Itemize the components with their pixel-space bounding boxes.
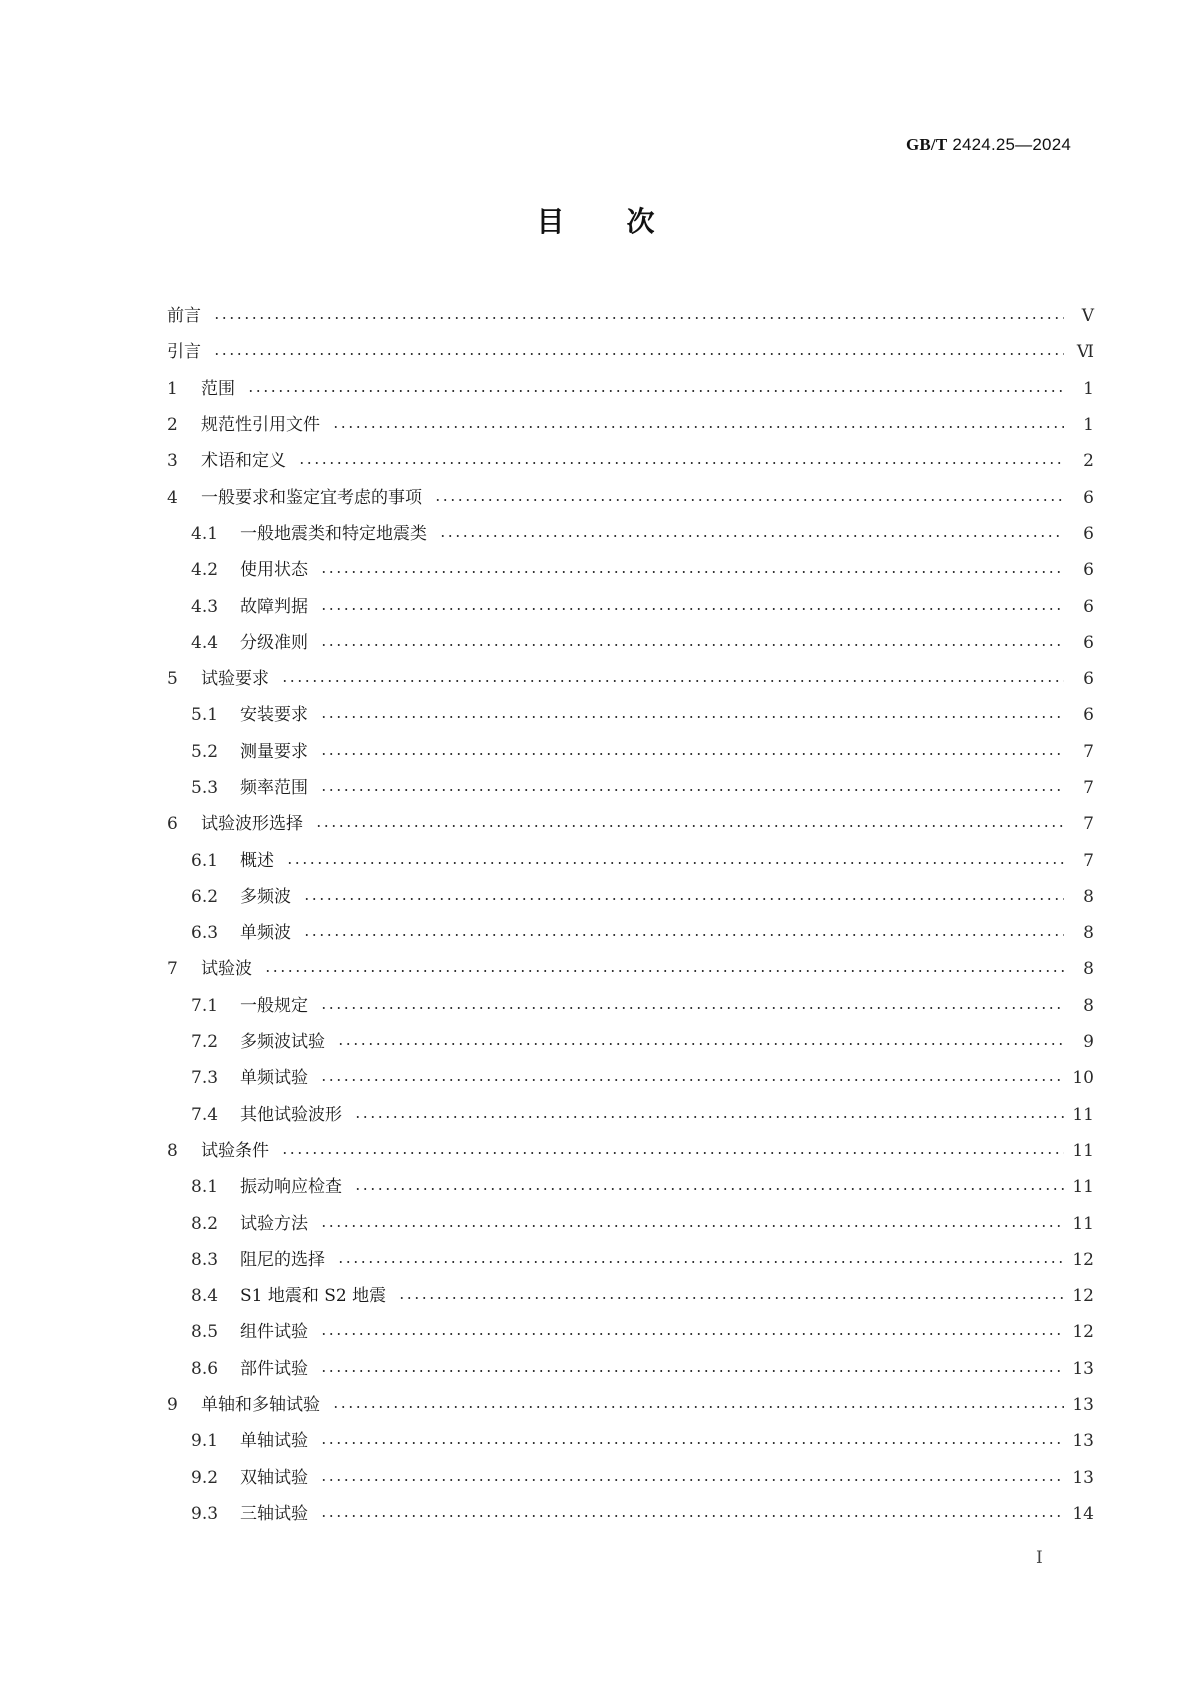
toc-entry-number: 7	[167, 959, 178, 980]
toc-entry-title[interactable]: 试验要求	[201, 669, 269, 690]
toc-entry-page[interactable]: 11	[1072, 1140, 1094, 1161]
toc-entry-page[interactable]: Ⅵ	[1076, 342, 1094, 363]
toc-entry-title[interactable]: 使用状态	[240, 560, 308, 581]
toc-entry-title[interactable]: 单频试验	[240, 1068, 308, 1089]
toc-entry-page[interactable]: 12	[1072, 1249, 1094, 1270]
toc-entry-number: 4	[167, 487, 178, 508]
toc-entry-title[interactable]: 一般地震类和特定地震类	[240, 523, 427, 544]
dot-leader	[398, 1286, 1064, 1306]
dot-leader	[315, 814, 1064, 834]
toc-entry-page[interactable]: 11	[1072, 1177, 1094, 1198]
toc-entry-title[interactable]: 故障判据	[240, 596, 308, 617]
toc-entry-number: 9.1	[191, 1431, 219, 1452]
toc-entry-title[interactable]: 规范性引用文件	[201, 415, 320, 436]
toc-entry-title[interactable]: 测量要求	[240, 741, 308, 762]
dot-leader	[264, 959, 1064, 979]
toc-entry[interactable]	[167, 770, 1094, 806]
toc-entry[interactable]	[167, 951, 1094, 987]
toc-entry-page[interactable]: 8	[1083, 923, 1094, 944]
toc-entry-title[interactable]: 部件试验	[240, 1358, 308, 1379]
toc-entry-number: 8.4	[191, 1286, 219, 1307]
toc-entry[interactable]	[167, 1314, 1094, 1350]
title-char-1: 目	[536, 205, 565, 238]
standard-prefix: GB/T	[905, 135, 948, 154]
dot-leader	[320, 778, 1064, 798]
toc-entry-title[interactable]: 一般规定	[240, 995, 308, 1016]
toc-entry-number: 8.2	[191, 1213, 219, 1234]
toc-entry[interactable]	[167, 1423, 1094, 1459]
toc-entry-page[interactable]: 13	[1072, 1467, 1094, 1488]
toc-entry-page[interactable]: 7	[1083, 741, 1094, 762]
toc-entry[interactable]	[167, 1133, 1094, 1169]
toc-entry-number: 6.1	[191, 850, 219, 871]
dot-leader	[434, 488, 1064, 508]
dot-leader	[332, 1395, 1064, 1415]
toc-entry-title[interactable]: 试验方法	[240, 1213, 308, 1234]
toc-entry-title[interactable]: 其他试验波形	[240, 1104, 342, 1125]
toc-entry[interactable]	[167, 734, 1094, 770]
toc-entry-title[interactable]: 试验波	[201, 959, 252, 980]
toc-entry[interactable]	[167, 625, 1094, 661]
toc-entry-title[interactable]: 组件试验	[240, 1322, 308, 1343]
toc-entry-page[interactable]: 13	[1072, 1358, 1094, 1379]
toc-entry-title[interactable]: 安装要求	[240, 705, 308, 726]
toc-entry-number: 6.2	[191, 886, 219, 907]
toc-entry-number: 8	[167, 1140, 178, 1161]
toc-entry-number: 9	[167, 1395, 178, 1416]
page-title	[0, 200, 1191, 240]
toc-entry-page[interactable]: 6	[1083, 487, 1094, 508]
toc-entry-title[interactable]: 多频波试验	[240, 1032, 325, 1053]
toc-entry[interactable]	[167, 443, 1094, 479]
toc-entry-page[interactable]: 6	[1083, 669, 1094, 690]
toc-entry[interactable]	[167, 661, 1094, 697]
toc-entry[interactable]	[167, 1460, 1094, 1496]
toc-entry-page[interactable]: 9	[1083, 1032, 1094, 1053]
toc-entry-page[interactable]: 6	[1083, 596, 1094, 617]
toc-entry-page[interactable]: 12	[1072, 1286, 1094, 1307]
dot-leader	[439, 524, 1064, 544]
toc-entry[interactable]	[167, 516, 1094, 552]
toc-entry-title[interactable]: 概述	[240, 850, 274, 871]
dot-leader	[320, 705, 1064, 725]
toc-entry-page[interactable]: 2	[1083, 451, 1094, 472]
dot-leader	[320, 633, 1064, 653]
toc-entry[interactable]	[167, 1496, 1094, 1532]
toc-entry-number: 9.2	[191, 1467, 219, 1488]
toc-entry-title[interactable]: 分级准则	[240, 632, 308, 653]
toc-entry[interactable]	[167, 806, 1094, 842]
toc-entry-title[interactable]: 术语和定义	[201, 451, 286, 472]
dot-leader	[320, 1359, 1064, 1379]
toc-entry[interactable]	[167, 371, 1094, 407]
dot-leader	[281, 669, 1064, 689]
toc-entry-page[interactable]: 8	[1083, 995, 1094, 1016]
toc-entry-number: 8.6	[191, 1358, 219, 1379]
toc-entry-title[interactable]: 引言	[167, 342, 201, 363]
dot-leader	[247, 379, 1064, 399]
toc-entry-page[interactable]: 13	[1072, 1395, 1094, 1416]
toc-entry-number: 4.1	[191, 523, 219, 544]
title-char-2: 次	[626, 205, 655, 238]
standard-number: 2424.25—2024	[947, 135, 1071, 154]
toc-entry-page[interactable]: Ⅴ	[1081, 306, 1094, 327]
toc-entry-number: 4.3	[191, 596, 219, 617]
toc-entry-title[interactable]: 多频波	[240, 886, 291, 907]
toc-entry-title[interactable]: 单频波	[240, 923, 291, 944]
toc-entry-title[interactable]: 范围	[201, 378, 235, 399]
dot-leader	[298, 451, 1064, 471]
toc-entry-number: 5.3	[191, 778, 219, 798]
toc-entry[interactable]	[167, 298, 1094, 334]
toc-entry[interactable]	[167, 407, 1094, 443]
toc-entry-page[interactable]: 7	[1083, 778, 1094, 798]
toc-entry-page[interactable]: 10	[1072, 1068, 1094, 1089]
toc-entry[interactable]	[167, 915, 1094, 951]
toc-entry-number: 7.2	[191, 1032, 219, 1053]
toc-entry-title[interactable]: 频率范围	[240, 778, 308, 798]
toc-entry-page[interactable]: 8	[1083, 886, 1094, 907]
dot-leader	[332, 415, 1064, 435]
dot-leader	[281, 1141, 1064, 1161]
toc-entry-number: 6	[167, 814, 178, 835]
dot-leader	[320, 1504, 1064, 1524]
toc-entry-page[interactable]: 6	[1083, 560, 1094, 581]
toc-entry-title[interactable]: 一般要求和鉴定宜考虑的事项	[201, 487, 422, 508]
toc-entry-title[interactable]: 三轴试验	[240, 1503, 308, 1524]
toc-entry-number: 9.3	[191, 1503, 219, 1524]
toc-entry[interactable]	[167, 1205, 1094, 1241]
dot-leader	[320, 597, 1064, 617]
dot-leader	[354, 1105, 1064, 1125]
standard-code	[906, 135, 1071, 155]
toc-entry[interactable]	[167, 1242, 1094, 1278]
toc-entry[interactable]	[167, 879, 1094, 915]
dot-leader	[320, 1322, 1064, 1342]
toc-entry-title[interactable]: 试验波形选择	[201, 814, 303, 835]
toc-entry-number: 5	[167, 669, 178, 690]
toc-entry[interactable]	[167, 1387, 1094, 1423]
toc-entry-page[interactable]: 7	[1083, 814, 1094, 835]
dot-leader	[320, 1431, 1064, 1451]
dot-leader	[320, 1068, 1064, 1088]
toc-entry-number: 2	[167, 415, 178, 436]
dot-leader	[320, 996, 1064, 1016]
toc-entry-page[interactable]: 1	[1083, 415, 1094, 436]
dot-leader	[303, 887, 1064, 907]
toc-entry-page[interactable]: 13	[1072, 1431, 1094, 1452]
dot-leader	[320, 742, 1064, 762]
toc-entry-title[interactable]: 前言	[167, 306, 201, 327]
toc-entry-page[interactable]: 11	[1072, 1104, 1094, 1125]
toc-entry-number: 8.3	[191, 1249, 219, 1270]
toc-entry-title[interactable]: 单轴和多轴试验	[201, 1395, 320, 1416]
toc-entry-page[interactable]: 12	[1072, 1322, 1094, 1343]
dot-leader	[337, 1032, 1064, 1052]
toc-entry[interactable]	[167, 1169, 1094, 1205]
toc-entry-page[interactable]: 11	[1072, 1213, 1094, 1234]
toc-entry-title[interactable]: 单轴试验	[240, 1431, 308, 1452]
toc-entry-number: 8.5	[191, 1322, 219, 1343]
toc-entry-number: 7.3	[191, 1068, 219, 1089]
toc-entry-title[interactable]: 双轴试验	[240, 1467, 308, 1488]
toc-entry-page[interactable]: 7	[1083, 850, 1094, 871]
toc-entry-page[interactable]: 6	[1083, 705, 1094, 726]
toc-entry-number: 6.3	[191, 923, 219, 944]
toc-entry-title[interactable]: 阻尼的选择	[240, 1249, 325, 1270]
toc-entry[interactable]	[167, 552, 1094, 588]
toc-entry-page[interactable]: 6	[1083, 523, 1094, 544]
toc-entry-number: 3	[167, 451, 178, 472]
toc-entry-number: 7.1	[191, 995, 219, 1016]
dot-leader	[337, 1250, 1064, 1270]
toc-entry-title[interactable]: 试验条件	[201, 1140, 269, 1161]
dot-leader	[354, 1177, 1064, 1197]
dot-leader	[213, 342, 1064, 362]
toc-entry[interactable]	[167, 842, 1094, 878]
toc-entry[interactable]	[167, 588, 1094, 624]
toc-entry[interactable]	[167, 479, 1094, 515]
toc-entry[interactable]	[167, 697, 1094, 733]
toc-entry[interactable]	[167, 1278, 1094, 1314]
dot-leader	[213, 306, 1064, 326]
dot-leader	[320, 1468, 1064, 1488]
toc-entry[interactable]	[167, 1060, 1094, 1096]
toc-entry-number: 8.1	[191, 1177, 219, 1198]
toc-entry-page[interactable]: 6	[1083, 632, 1094, 653]
toc-entry-page[interactable]: 14	[1072, 1503, 1094, 1524]
toc-entry-number: 5.2	[191, 741, 219, 762]
toc-entry-title[interactable]: 振动响应检查	[240, 1177, 342, 1198]
table-of-contents	[167, 298, 1094, 1532]
toc-entry[interactable]	[167, 1351, 1094, 1387]
toc-entry-number: 4.2	[191, 560, 219, 581]
toc-entry[interactable]	[167, 988, 1094, 1024]
toc-entry-page[interactable]: 8	[1083, 959, 1094, 980]
dot-leader	[286, 851, 1064, 871]
toc-entry-title[interactable]: S1 地震和 S2 地震	[240, 1286, 387, 1307]
toc-entry-number: 5.1	[191, 705, 219, 726]
toc-entry-number: 4.4	[191, 632, 219, 653]
toc-entry[interactable]	[167, 1024, 1094, 1060]
toc-entry-page[interactable]: 1	[1083, 378, 1094, 399]
dot-leader	[320, 560, 1064, 580]
toc-entry-number: 1	[167, 378, 178, 399]
page-number: I	[1036, 1548, 1043, 1568]
dot-leader	[320, 1214, 1064, 1234]
toc-entry-number: 7.4	[191, 1104, 219, 1125]
toc-entry[interactable]	[167, 1097, 1094, 1133]
dot-leader	[303, 923, 1064, 943]
toc-entry[interactable]	[167, 334, 1094, 370]
